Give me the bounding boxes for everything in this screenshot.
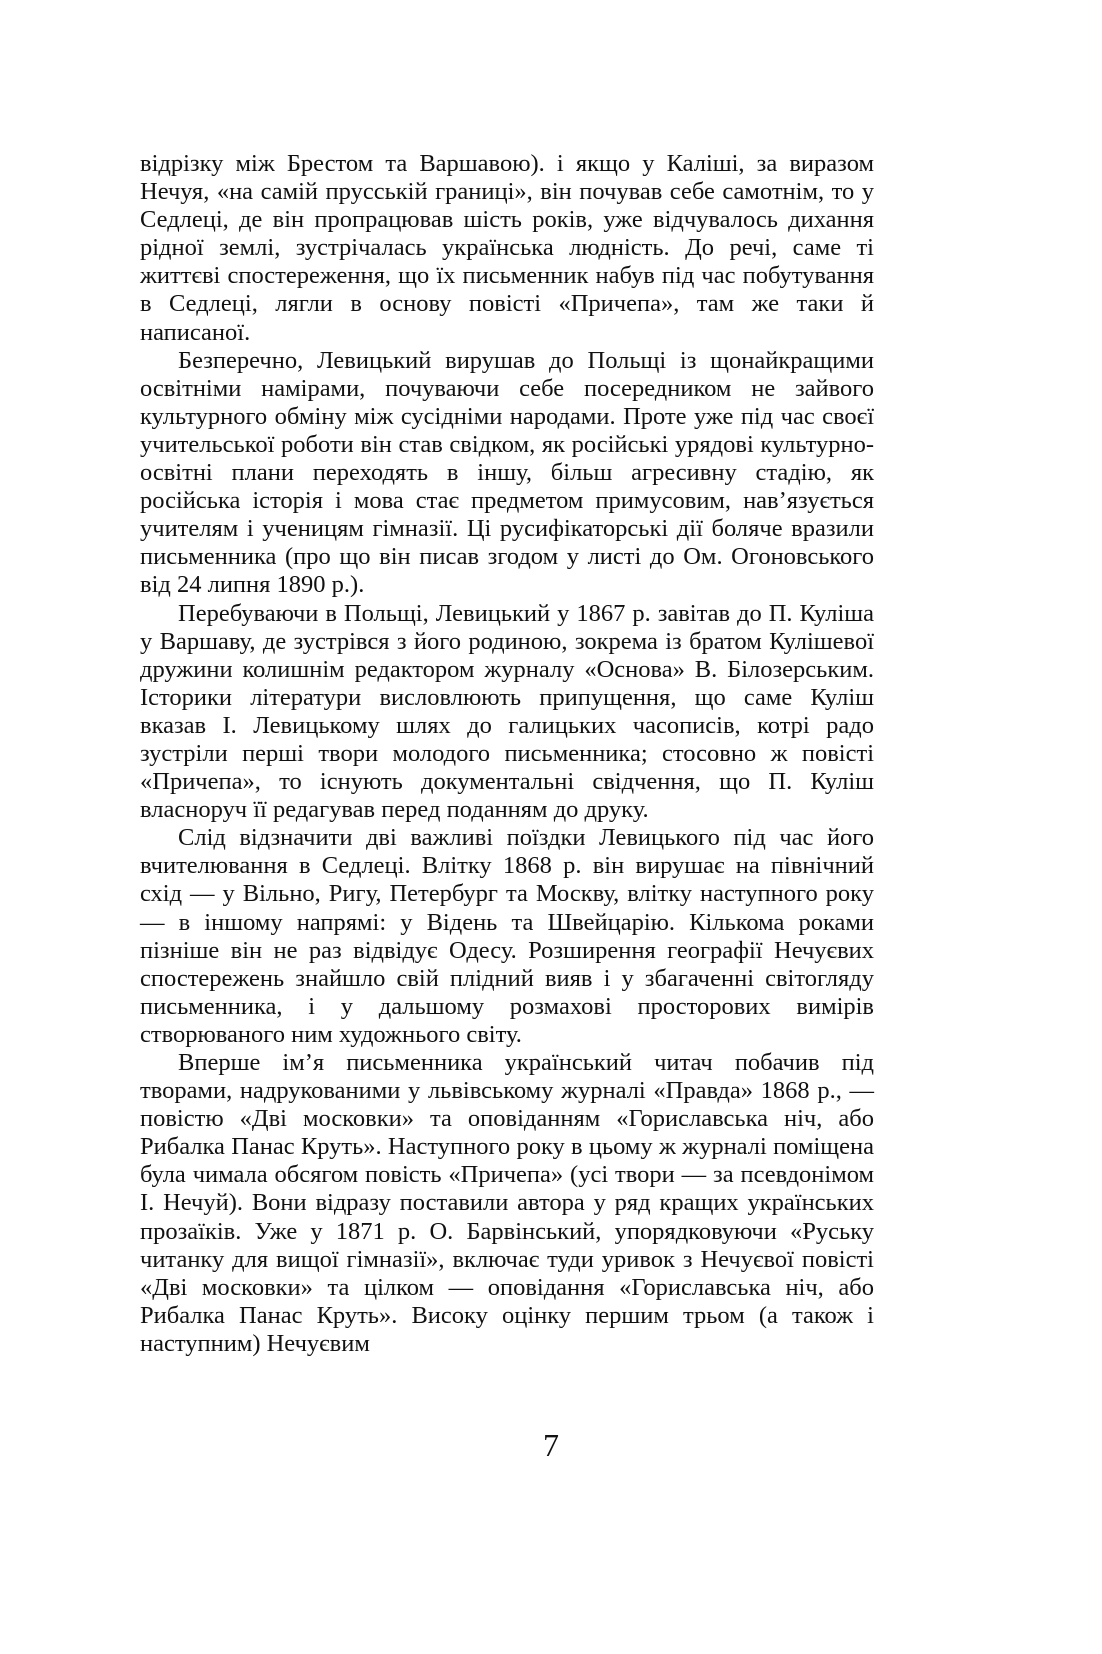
paragraph-kulish-visit: Перебуваючи в Польщі, Левицький у 1867 р. завітав до П. Куліша у Варшаву, де зустрівся з його родиною, зокрема із братом Кулішевої дружини колишнім редактором журналу «Основа» В. Білозерським. Історики літератури висловлюють припущення, що саме Куліш вказав І. Левицькому шлях до галицьких часописів, котрі радо зустріли перші твори молодого письменника; стосовно ж повісті «Причепа», то існують документальні свідчення, що П. Куліш власноруч її редагував перед поданням до друку.: [140, 599, 874, 824]
paragraph-levytsky-poland: Безперечно, Левицький вирушав до Польщі із щонайкращими освітніми намірами, почуваючи себе посередником не зайвого культурного обміну між сусідніми народами. Проте уже під час своєї учительської роботи він став свідком, як російські урядові культурно-освітні плани переходять в іншу, більш агресивну стадію, як російська історія і мова стає предметом примусовим, нав’язується учителям і ученицям гімназії. Ці русифікаторські дії боляче вразили письменника (про що він писав згодом у листі до Ом. Огоновського від 24 липня 1890 р.).: [140, 346, 874, 599]
paragraph-first-publication: Вперше ім’я письменника український читач побачив під творами, надрукованими у львівському журналі «Правда» 1868 р., — повістю «Дві московки» та оповіданням «Гориславська ніч, або Рибалка Панас Круть». Наступного року в цьому ж журналі поміщена була чимала обсягом повість «Причепа» (усі твори — за псевдонімом І. Нечуй). Вони відразу поставили автора у ряд кращих українських прозаїків. Уже у 1871 р. О. Барвінський, упорядковуючи «Руську читанку для вищої гімназії», включає туди уривок з Нечуєвої повісті «Дві московки» та цілком — оповідання «Гориславська ніч, або Рибалка Панас Круть». Високу оцінку першим трьом (а також і наступним) Нечуєвим: [140, 1049, 874, 1357]
paragraph-continuation: відрізку між Брестом та Варшавою). і якщо у Каліші, за виразом Нечуя, «на самій прусській границі», він почував себе самотнім, то у Седлеці, де він пропрацював шість років, уже відчувалось дихання рідної землі, зустрічалась українська людність. До речі, саме ті життєві спостереження, що їх письменник набув під час побутування в Седлеці, лягли в основу повісті «Причепа», там же таки й написаної.: [140, 150, 874, 346]
paragraph-trips: Слід відзначити дві важливі поїздки Левицького під час його вчителювання в Седлеці. Влітку 1868 р. він вирушає на північний схід — у Вільно, Ригу, Петербург та Москву, влітку наступного року — в іншому напрямі: у Відень та Швейцарію. Кількома роками пізніше він не раз відвідує Одесу. Розширення географії Нечуєвих спостережень знайшло свій плідний вияв і у збагаченні світогляду письменника, і у дальшому розмахові просторових вимірів створюваного ним художнього світу.: [140, 824, 874, 1048]
body-text: [140, 150, 874, 1358]
page-number: 7: [543, 1427, 559, 1463]
